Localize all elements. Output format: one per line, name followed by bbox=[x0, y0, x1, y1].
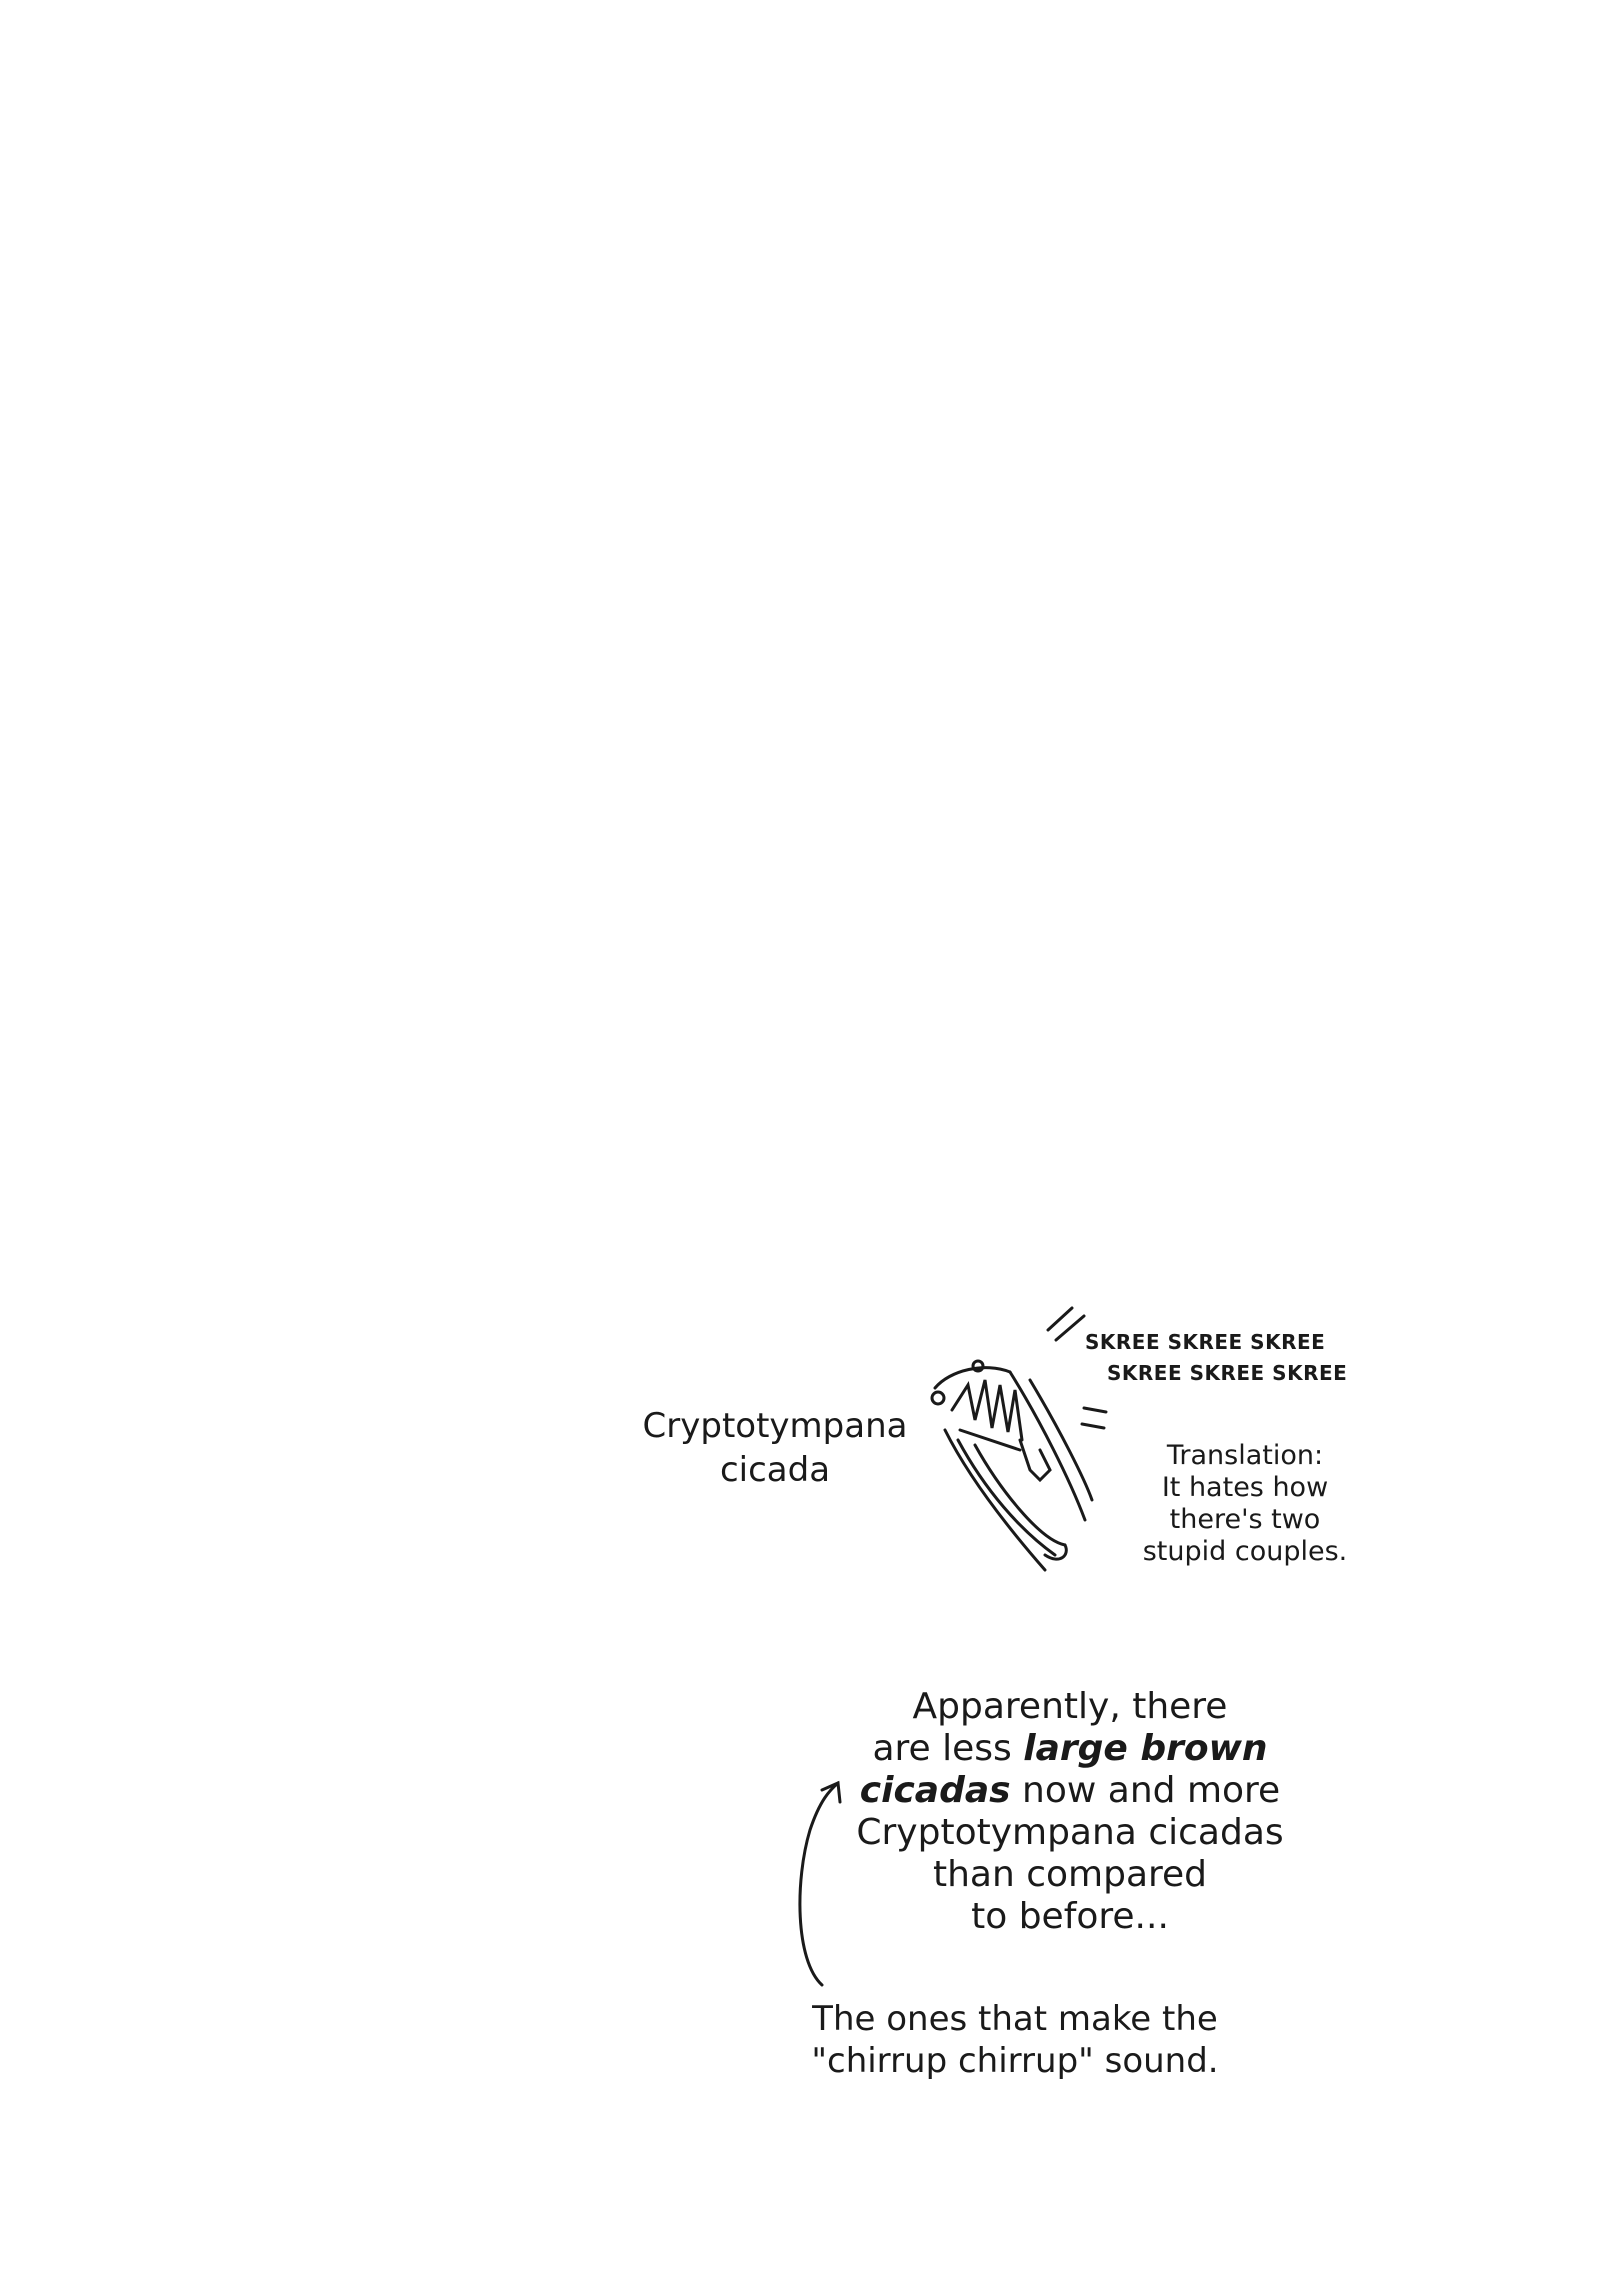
translation-line: there's two bbox=[1169, 1504, 1321, 1535]
main-note bbox=[850, 1686, 1290, 1938]
motion-mark bbox=[1048, 1308, 1072, 1330]
sound-effect bbox=[1085, 1327, 1375, 1389]
cicada-eye bbox=[932, 1392, 944, 1404]
cicada-name-line: Cryptotympana bbox=[642, 1406, 908, 1446]
main-note-line: are less large brown bbox=[872, 1728, 1268, 1769]
cicada-wing bbox=[958, 1440, 1055, 1555]
emphasis-text: cicadas bbox=[859, 1770, 1011, 1811]
cicada-wing bbox=[975, 1445, 1065, 1545]
cicada-wing bbox=[945, 1430, 1045, 1570]
cicada-wing bbox=[1030, 1380, 1092, 1500]
translation-line: It hates how bbox=[1161, 1472, 1329, 1503]
cicada-wing-tip bbox=[1045, 1545, 1066, 1559]
motion-mark bbox=[1082, 1424, 1104, 1428]
cicada-abdomen bbox=[1020, 1440, 1050, 1480]
translation-line: stupid couples. bbox=[1142, 1536, 1348, 1567]
cicada-name-line: cicada bbox=[719, 1450, 831, 1490]
sound-effect-line: SKREE SKREE SKREE bbox=[1107, 1361, 1348, 1385]
main-note-line: cicadas now and more bbox=[859, 1770, 1281, 1811]
bottom-note-line: "chirrup chirrup" sound. bbox=[811, 2041, 1219, 2081]
motion-mark bbox=[1084, 1408, 1106, 1412]
main-note-line: Apparently, there bbox=[912, 1686, 1228, 1727]
translation-note bbox=[1120, 1440, 1370, 1568]
main-note-line: than compared bbox=[932, 1854, 1208, 1895]
main-note-line: Cryptotympana cicadas bbox=[856, 1812, 1284, 1853]
sound-effect-line: SKREE SKREE SKREE bbox=[1085, 1330, 1326, 1354]
cicada-name-label bbox=[630, 1404, 920, 1492]
bottom-note bbox=[770, 1998, 1260, 2082]
curved-arrow bbox=[800, 1783, 838, 1985]
bottom-note-line: The ones that make the bbox=[812, 1999, 1218, 2039]
main-note-line: to before... bbox=[971, 1896, 1169, 1937]
cicada-eye bbox=[973, 1361, 983, 1371]
translation-line: Translation: bbox=[1166, 1440, 1324, 1471]
cicada-body bbox=[960, 1430, 1020, 1450]
emphasis-text: large brown bbox=[1023, 1728, 1268, 1769]
